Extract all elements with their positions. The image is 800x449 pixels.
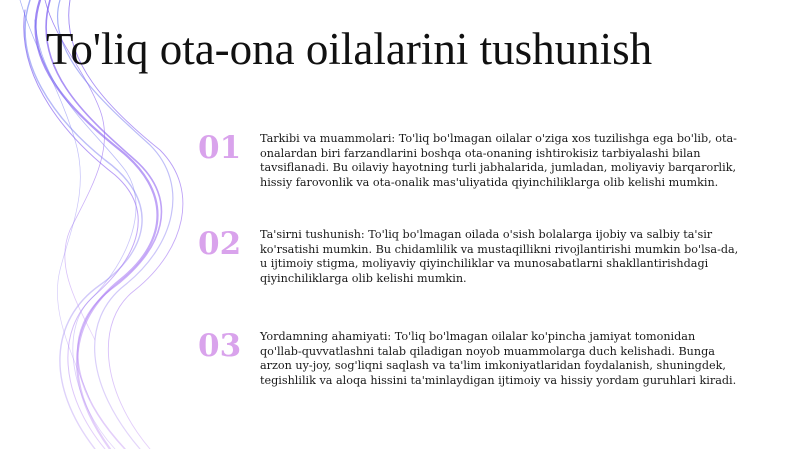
page-title: To'liq ota-ona oilalarini tushunish [46, 24, 653, 74]
item-text: Tarkibi va muammolari: To'liq bo'lmagan oilalar o'ziga xos tuzilishga ega bo'lib, ota-onalardan biri farzandlarini boshqa ota-onaning ishtirokisiz tarbiyalashi bilan tavsiflanadi. Bu oilaviy hayotning turli jabhalarida, jumladan, moliyaviy barqarorlik, hissiy farovonlik va ota-onalik mas'uliyatida qiyinchiliklarga olib kelishi mumkin. [260, 132, 737, 189]
item-text: Yordamning ahamiyati: To'liq bo'lmagan oilalar ko'pincha jamiyat tomonidan qo'llab-quvvatlashni talab qiladigan noyob muammolarga duch kelishadi. Bunga arzon uy-joy, sog'liqni saqlash va ta'lim imkoniyatlaridan foydalanish, shuningdek, tegishlilik va aloqa hissini ta'minlaydigan ijtimoiy va hissiy yordam guruhlari kiradi. [260, 330, 737, 387]
item-text: Ta'sirni tushunish: To'liq bo'lmagan oilada o'sish bolalarga ijobiy va salbiy ta'sir ko'rsatishi mumkin. Bu chidamlilik va mustaqillikni rivojlantirishi mumkin bo'lsa-da, u ijtimoiy stigma, moliyaviy qiyinchiliklar va munosabatlarni shakllantirishdagi qiyinchiliklarga olib kelishi mumkin. [260, 228, 739, 285]
item-number: 01 [198, 130, 242, 166]
item-number: 02 [198, 226, 242, 262]
item-number: 03 [198, 328, 242, 364]
